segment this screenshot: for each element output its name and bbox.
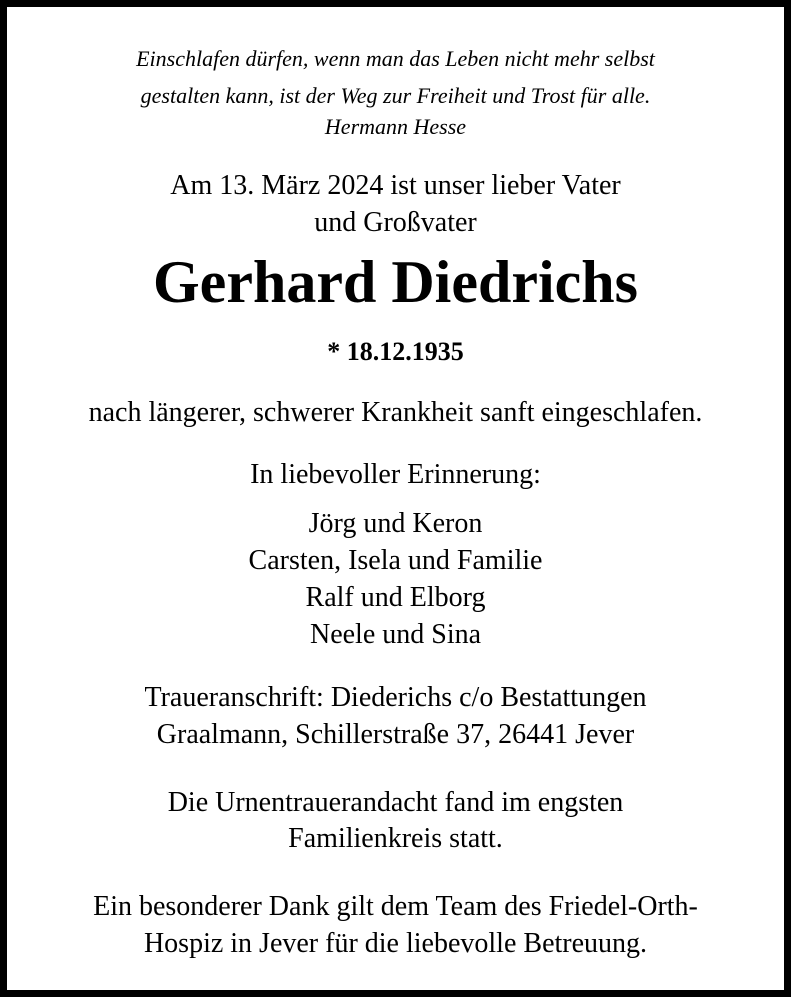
thanks-line-2: Hospiz in Jever für die liebevolle Betreuung. xyxy=(143,928,648,959)
quote-author: Hermann Hesse xyxy=(324,114,467,139)
announcement-line-2: und Großvater xyxy=(314,207,477,238)
passing-text: nach längerer, schwerer Krankheit sanft eingeschlafen. xyxy=(88,397,703,428)
address-line-2: Graalmann, Schillerstraße 37, 26441 Jever xyxy=(156,719,635,750)
mourner-name: Ralf und Elborg xyxy=(305,582,486,613)
quote-line-2: gestalten kann, ist der Weg zur Freiheit und Trost für alle. xyxy=(140,83,651,108)
ceremony-line-1: Die Urnentrauerandacht fand im engsten xyxy=(167,787,624,818)
mourner-name: Carsten, Isela und Familie xyxy=(248,545,543,576)
announcement-line-1: Am 13. März 2024 ist unser lieber Vater xyxy=(170,170,621,201)
mourner-name: Neele und Sina xyxy=(309,619,482,650)
quote-line-1: Einschlafen dürfen, wenn man das Leben nicht mehr selbst xyxy=(136,46,655,71)
mourners-intro: In liebevoller Erinnerung: xyxy=(250,459,541,490)
deceased-name: Gerhard Diedrichs xyxy=(153,249,638,315)
obituary-notice xyxy=(7,7,784,990)
mourner-name: Jörg und Keron xyxy=(308,508,483,539)
address-line-1: Traueranschrift: Diederichs c/o Bestattungen xyxy=(144,682,647,713)
birth-date: * 18.12.1935 xyxy=(327,337,464,366)
thanks-line-1: Ein besonderer Dank gilt dem Team des Friedel-Orth- xyxy=(93,891,698,922)
ceremony-line-2: Familienkreis statt. xyxy=(288,823,503,854)
